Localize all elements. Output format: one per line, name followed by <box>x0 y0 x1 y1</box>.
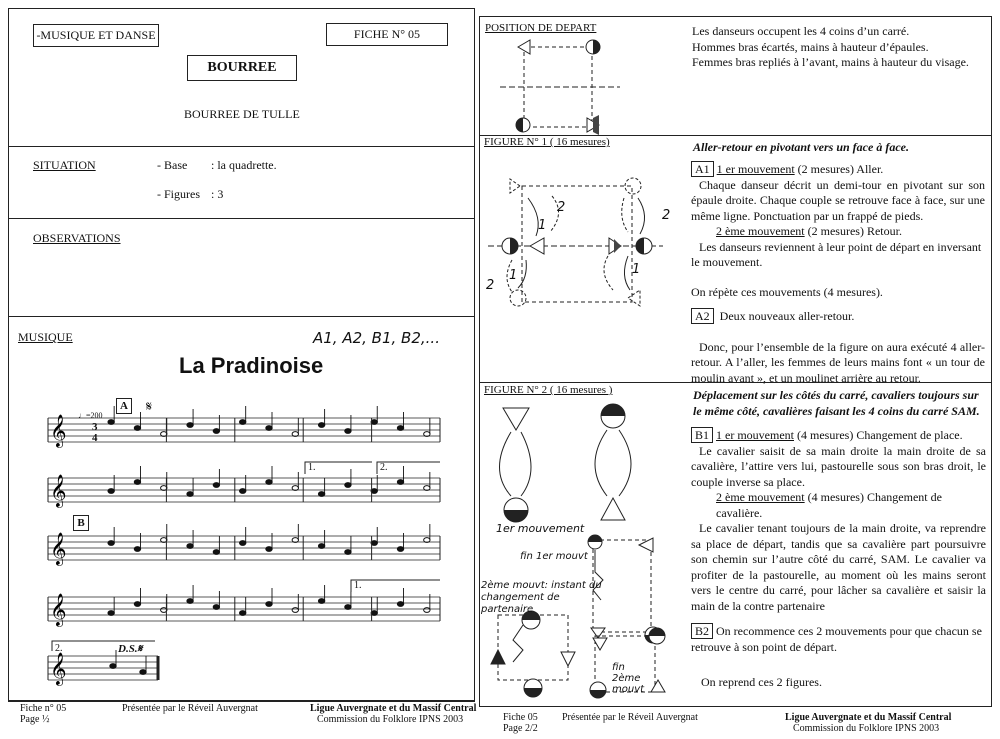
treble-clef-icon: 𝄞 <box>50 474 67 507</box>
note-head <box>239 611 245 616</box>
footer-commission: Commission du Folklore IPNS 2003 <box>317 714 464 725</box>
note-head <box>397 480 403 485</box>
fig1-label-1: 1 <box>509 268 518 283</box>
fiche-box: FICHE N° 05 <box>326 23 448 46</box>
fig2-p3: On reprend ces 2 figures. <box>701 675 822 689</box>
note-head <box>345 429 351 434</box>
note-head <box>134 480 140 485</box>
hw-instant-changement: 2ème mouvt: instant du changement de partenaire <box>481 580 602 615</box>
b1-tag: B1 <box>691 427 713 443</box>
fig1-mvt1: 1 er mouvement <box>716 162 795 176</box>
note-head <box>345 483 351 488</box>
situation-label: SITUATION <box>33 158 96 172</box>
fig1-a2-text: Deux nouveaux aller-retour. <box>719 309 855 323</box>
a1-tag: A1 <box>691 161 714 177</box>
note-head <box>266 480 272 485</box>
base-key: - Base <box>157 158 188 172</box>
fig1-label-2: 2 <box>662 208 671 223</box>
treble-clef-icon: 𝄞 <box>50 414 67 447</box>
position-label: POSITION DE DEPART <box>485 22 597 34</box>
note-head <box>318 492 324 497</box>
musique-label: MUSIQUE <box>18 330 73 344</box>
note-head <box>187 599 193 604</box>
fig1-label-1: 1 <box>538 218 547 233</box>
second-ending-bracket <box>377 462 440 474</box>
fig1-p2: Les danseurs reviennent à leur point de départ en inversant le mouvement. <box>691 239 982 269</box>
divider <box>479 382 992 383</box>
first-ending-bracket <box>305 462 372 474</box>
figure2-label: FIGURE N° 2 ( 16 mesures ) <box>484 384 613 396</box>
note-head <box>108 420 114 425</box>
figure2-diagram <box>483 400 688 700</box>
note-head <box>108 541 114 546</box>
footer-divider <box>8 701 475 702</box>
position-text-1: Les danseurs occupent les 4 coins d’un carré. <box>692 24 910 38</box>
fig1-mvt2: 2 ème mouvement <box>716 224 805 238</box>
first-ending-bracket <box>351 580 440 592</box>
rehearsal-mark-a: A <box>116 398 132 414</box>
rehearsal-mark-b: B <box>73 515 89 531</box>
note-head <box>318 423 324 428</box>
note-head <box>108 489 114 494</box>
treble-clef-icon: 𝄞 <box>50 652 67 685</box>
note-head <box>239 420 245 425</box>
fig2-p1: Le cavalier saisit de sa main droite la main droite de sa cavalière, l’attire vers lui, pastourelle sous son bras droit, le couple inverse sa place. <box>691 443 986 489</box>
first-ending-label: 1. <box>308 462 316 473</box>
second-ending-label: 2. <box>380 462 388 473</box>
second-ending-label: 2. <box>55 643 63 654</box>
note-head <box>134 547 140 552</box>
observations-label: OBSERVATIONS <box>33 231 121 245</box>
footer-fiche: Fiche n° 05 <box>20 703 67 714</box>
tune-title: La Pradinoise <box>179 353 324 378</box>
title-box: BOURREE <box>187 55 297 81</box>
hw-1er-mouvement: 1er mouvement <box>496 522 585 535</box>
figure2-heading: Déplacement sur les côtés du carré, cavaliers toujours sur le même côté, cavalières faisant les 4 coins du carré SAM. <box>693 388 980 418</box>
note-head <box>213 429 219 434</box>
footer-page: Page 2/2 <box>503 723 538 734</box>
figure2-text <box>691 428 986 691</box>
figure1-label: FIGURE N° 1 ( 16 mesures) <box>484 136 610 148</box>
note-head <box>239 541 245 546</box>
footer-fiche: Fiche 05 <box>503 712 538 723</box>
fig1-p1: Chaque danseur décrit un demi-tour en pivotant sur son épaule droite. Chaque couple se retrouve face à face, sur une même ligne. Ponctuation par un frappé de pieds. <box>691 177 985 223</box>
note-head <box>345 550 351 555</box>
time-signature-bottom: 4 <box>92 432 98 444</box>
fig1-label-2: 2 <box>486 278 495 293</box>
note-head <box>134 426 140 431</box>
fig2-p2: Le cavalier tenant toujours de la main droite, va reprendre sa place de départ, tandis que sa cavalière part poursuivre son chemin sur l’autre côté du carré, SAM. Le cavalier va profiter de la pastourelle, au moment où les mains seront vers le centre du carré, pour lâcher sa cavalière et saisir la main de la contre partenaire <box>691 521 986 613</box>
figure1-text <box>691 162 985 386</box>
subtitle: BOURREE DE TULLE <box>184 107 300 121</box>
figure1-heading: Aller-retour en pivotant vers un face à face. <box>693 140 909 154</box>
fig2-mvt2-rest: (4 mesures) Changement de cavalière. <box>716 490 942 520</box>
note-head <box>266 602 272 607</box>
fig1-label-2: 2 <box>557 200 566 215</box>
fig1-mvt2-rest: (2 mesures) Retour. <box>804 224 902 238</box>
footer-page: Page ½ <box>20 714 50 725</box>
first-ending-label: 1. <box>354 580 362 591</box>
dal-segno-mark: D.S.𝄋 <box>118 643 143 655</box>
segno-sign: 𝄋 <box>146 400 153 415</box>
footer-presented: Présentée par le Réveil Auvergnat <box>562 712 698 723</box>
note-head <box>110 664 116 669</box>
fig1-mvt1-rest: (2 mesures) Aller. <box>794 162 884 176</box>
category-box: -MUSIQUE ET DANSE <box>33 24 159 47</box>
note-head <box>108 611 114 616</box>
footer-commission: Commission du Folklore IPNS 2003 <box>793 723 940 734</box>
note-head <box>397 426 403 431</box>
fig2-b2-text: On recommence ces 2 mouvements pour que chacun se retrouve à son point de départ. <box>691 624 982 654</box>
fig2-mvt1: 1 er mouvement <box>716 428 794 442</box>
note-head <box>318 544 324 549</box>
note-head <box>424 608 430 613</box>
note-head <box>266 547 272 552</box>
note-head <box>292 608 298 613</box>
a2-tag: A2 <box>691 308 714 324</box>
note-head <box>187 423 193 428</box>
note-head <box>187 492 193 497</box>
figure1-diagram <box>488 168 671 308</box>
note-head <box>134 602 140 607</box>
base-value: : la quadrette. <box>211 158 277 172</box>
treble-clef-icon: 𝄞 <box>50 593 67 626</box>
fig1-p4: Donc, pour l’ensemble de la figure on aura exécuté 4 aller-retour. A l’aller, les femmes de leurs mains font « un tour de moulin avant », et un moulinet arrière au retour. <box>691 339 985 385</box>
note-head <box>239 489 245 494</box>
note-head <box>213 483 219 488</box>
tempo-mark: ♩=200 <box>78 411 103 420</box>
sections-handwritten: A1, A2, B1, B2,... <box>313 329 440 347</box>
note-head <box>266 426 272 431</box>
start-position-diagram <box>500 35 620 135</box>
note-head <box>318 599 324 604</box>
second-ending-bracket <box>52 641 155 651</box>
b2-tag: B2 <box>691 623 713 639</box>
footer-presented: Présentée par le Réveil Auvergnat <box>122 703 258 714</box>
time-signature-top: 3 <box>92 421 98 433</box>
footer-league: Ligue Auvergnate et du Massif Central <box>310 703 477 714</box>
position-text-2: Hommes bras écartés, mains à hauteur d’épaules. <box>692 40 929 54</box>
fig1-label-1: 1 <box>632 262 641 277</box>
figures-key: - Figures <box>157 187 200 201</box>
position-text-3: Femmes bras repliés à l’avant, mains à hauteur du visage. <box>692 55 969 69</box>
fig2-mvt1-rest: (4 mesures) Changement de place. <box>794 428 963 442</box>
note-head <box>187 544 193 549</box>
treble-clef-icon: 𝄞 <box>50 532 67 565</box>
hw-fin-1er-mouvement: fin 1er mouvt <box>520 551 588 562</box>
note-head <box>213 605 219 610</box>
note-head <box>140 670 146 675</box>
figures-value: : 3 <box>211 187 224 201</box>
note-head <box>397 602 403 607</box>
note-head <box>397 547 403 552</box>
note-head <box>213 550 219 555</box>
hw-fin-2eme-mouvement: fin 2ème mouvt <box>612 662 645 695</box>
footer-league: Ligue Auvergnate et du Massif Central <box>785 712 952 723</box>
note-head <box>345 605 351 610</box>
fig1-p3: On répète ces mouvements (4 mesures). <box>691 284 883 299</box>
fig2-mvt2: 2 ème mouvement <box>716 490 805 504</box>
